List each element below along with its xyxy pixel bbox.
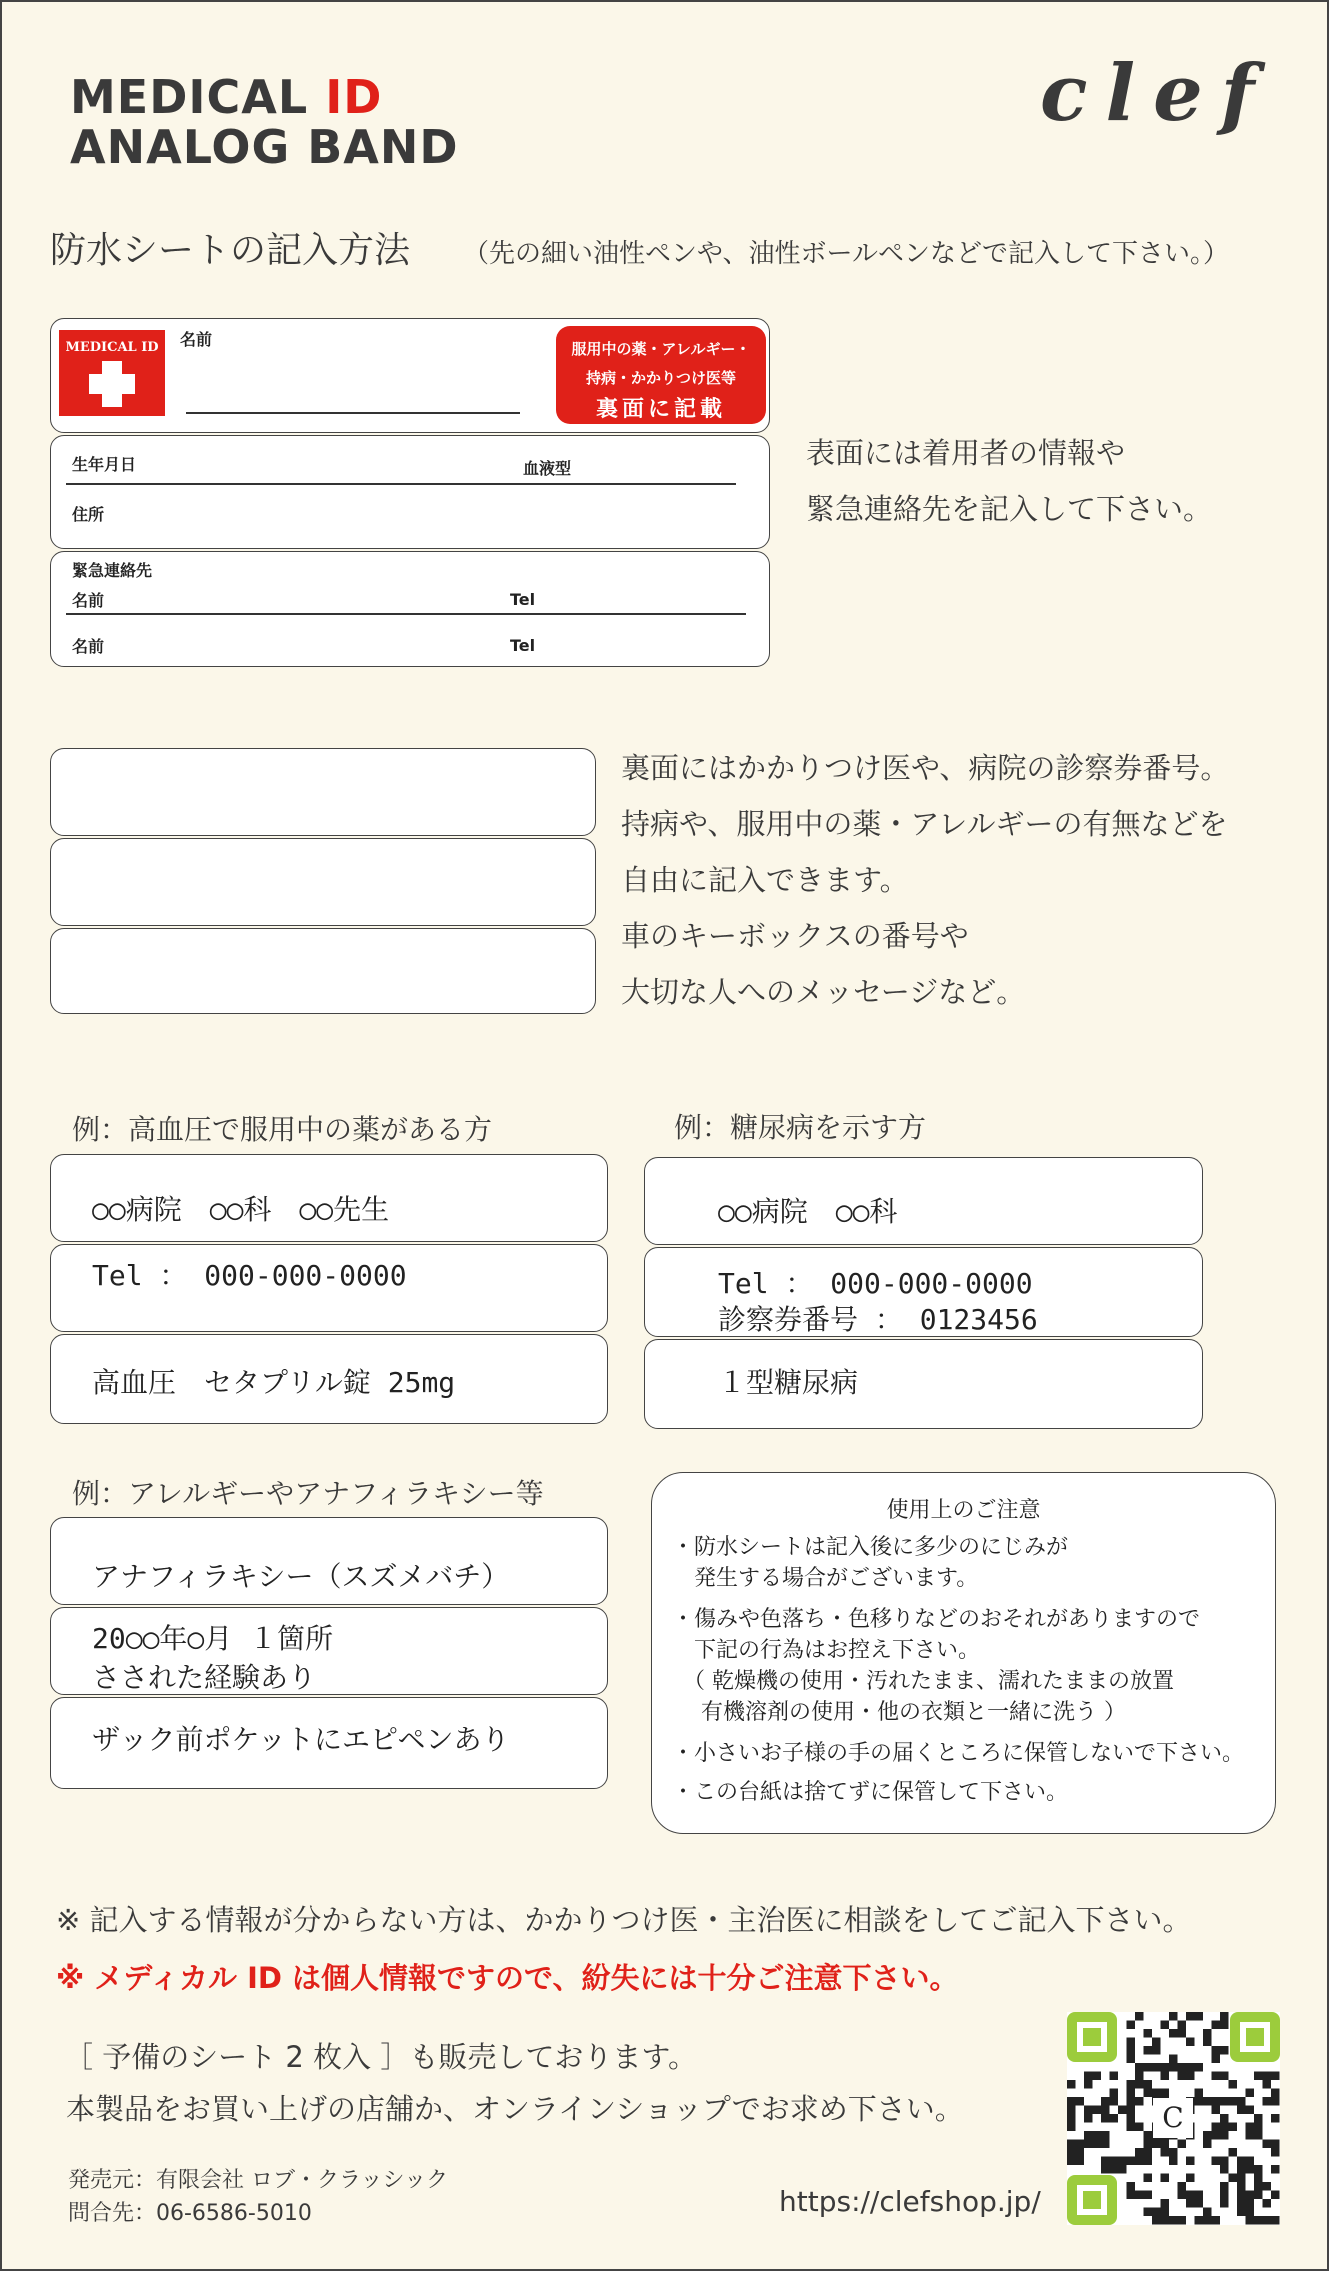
footer-purchase-info: 本製品をお買い上げの店舗か、オンラインショップでお求め下さい。 [66,2092,964,2126]
example3-line1: アナフィラキシー（スズメバチ） [92,1560,510,1593]
logo-line-2: ANALOG BAND [70,120,459,174]
notice-line4: 下記の行為はお控え下さい。 [672,1638,981,1663]
birthday-label: 生年月日 [72,455,137,474]
notice-line2: 発生する場合がございます。 [672,1566,979,1591]
logo-line-1 [70,72,383,122]
example3-line4: ザック前ポケットにエピペンあり [92,1723,510,1756]
medical-id-badge [59,330,165,416]
example2-line3: 診察券番号 ： 0123456 [718,1303,1038,1336]
address-label: 住所 [72,505,105,524]
birthday-line [66,483,736,485]
red-box-line3: 裏面に記載 [595,397,726,422]
red-box-line2: 持病・かかりつけ医等 [585,369,736,387]
example2-line1: ○○病院 ○○科 [718,1195,898,1228]
back-desc-line5: 大切な人へのメッセージなど。 [621,975,1026,1009]
back-card-seg2 [50,838,596,926]
name-label: 名前 [180,330,213,349]
qr-code[interactable] [1067,2012,1280,2225]
notice-line3: ・傷みや色落ち・色移りなどのおそれがありますので [672,1607,1201,1632]
example3-line2: 20○○年○月 １箇所 [92,1622,334,1655]
example1-line2: Tel ： 000-000-0000 [92,1259,407,1292]
qr-center-logo: C [1162,2101,1184,2134]
back-desc-line1: 裏面にはかかりつけ医や、病院の診察券番号。 [621,751,1230,785]
back-desc-line4: 車のキーボックスの番号や [621,919,969,953]
notice-body [672,1532,1275,1808]
usage-notice-box [651,1472,1276,1834]
red-box-line1: 服用中の薬・アレルギー・ [571,340,751,358]
emergency-label: 緊急連絡先 [72,561,153,580]
notice-line1: ・防水シートは記入後に多少のにじみが [672,1535,1069,1560]
footer-note-privacy: ※ メディカル ID は個人情報ですので、紛失には十分ご注意下さい。 [56,1961,959,1995]
front-description [806,425,1212,537]
footer-spare-sheets: ［ 予備のシート 2 枚入 ］も販売しております。 [64,2040,698,2074]
contact1-tel-label: Tel [510,590,536,609]
back-description [621,740,1229,1020]
name-line [186,412,520,414]
logo-id: ID [325,70,383,124]
back-card-seg1 [50,748,596,836]
example2-line4: １型糖尿病 [718,1366,859,1399]
example3-line3: さされた経験あり [92,1661,317,1694]
notice-line5: （ 乾燥機の使用・汚れたまま、濡れたままの放置 [672,1669,1174,1694]
front-card-middle [50,435,770,549]
example3-title: 例：アレルギーやアナフィラキシー等 [72,1477,544,1510]
page-subtitle: （先の細い油性ペンや、油性ボールペンなどで記入して下さい。） [463,239,1229,269]
example1-line1: ○○病院 ○○科 ○○先生 [92,1193,390,1226]
footer-contact: 問合先：06-6586-5010 [68,2201,312,2226]
shop-url-link[interactable]: https://clefshop.jp/ [779,2185,1041,2218]
notice-line8: ・この台紙は捨てずに保管して下さい。 [672,1780,1069,1805]
example1-line3: 高血圧 セタプリル錠 25mg [92,1366,456,1399]
back-desc-line3: 自由に記入できます。 [621,863,909,897]
contact1-line [66,613,746,615]
back-card-seg3 [50,928,596,1014]
contact1-name-label: 名前 [72,591,105,610]
footer-note-consult: ※ 記入する情報が分からない方は、かかりつけ医・主治医に相談をしてご記入下さい。 [56,1903,1192,1937]
example2-line2: Tel ： 000-000-0000 [718,1267,1033,1300]
example1-title: 例：高血圧で服用中の薬がある方 [72,1113,493,1146]
notice-line7: ・小さいお子様の手の届くところに保管しないで下さい。 [672,1741,1245,1766]
back-desc-line2: 持病や、服用中の薬・アレルギーの有無などを [621,807,1228,841]
red-info-box [556,326,766,424]
example2-title: 例：糖尿病を示す方 [674,1111,927,1144]
notice-title: 使用上のご注意 [886,1498,1041,1523]
front-desc-line2: 緊急連絡先を記入して下さい。 [806,492,1213,526]
blood-label: 血液型 [523,459,572,478]
notice-line6: 有機溶剤の使用・他の衣類と一緒に洗う ） [672,1700,1126,1725]
front-desc-line1: 表面には着用者の情報や [806,436,1126,470]
logo-medical: MEDICAL [70,70,326,124]
contact2-name-label: 名前 [72,637,105,656]
cross-icon [59,355,165,415]
front-card-bottom [50,551,770,667]
contact2-tel-label: Tel [510,636,536,655]
footer-seller: 発売元：有限会社 ロブ・クラッシック [68,2168,449,2193]
badge-text: MEDICAL ID [65,340,159,355]
brand-logo: clef [1040,48,1273,139]
page-title: 防水シートの記入方法 [50,230,411,271]
